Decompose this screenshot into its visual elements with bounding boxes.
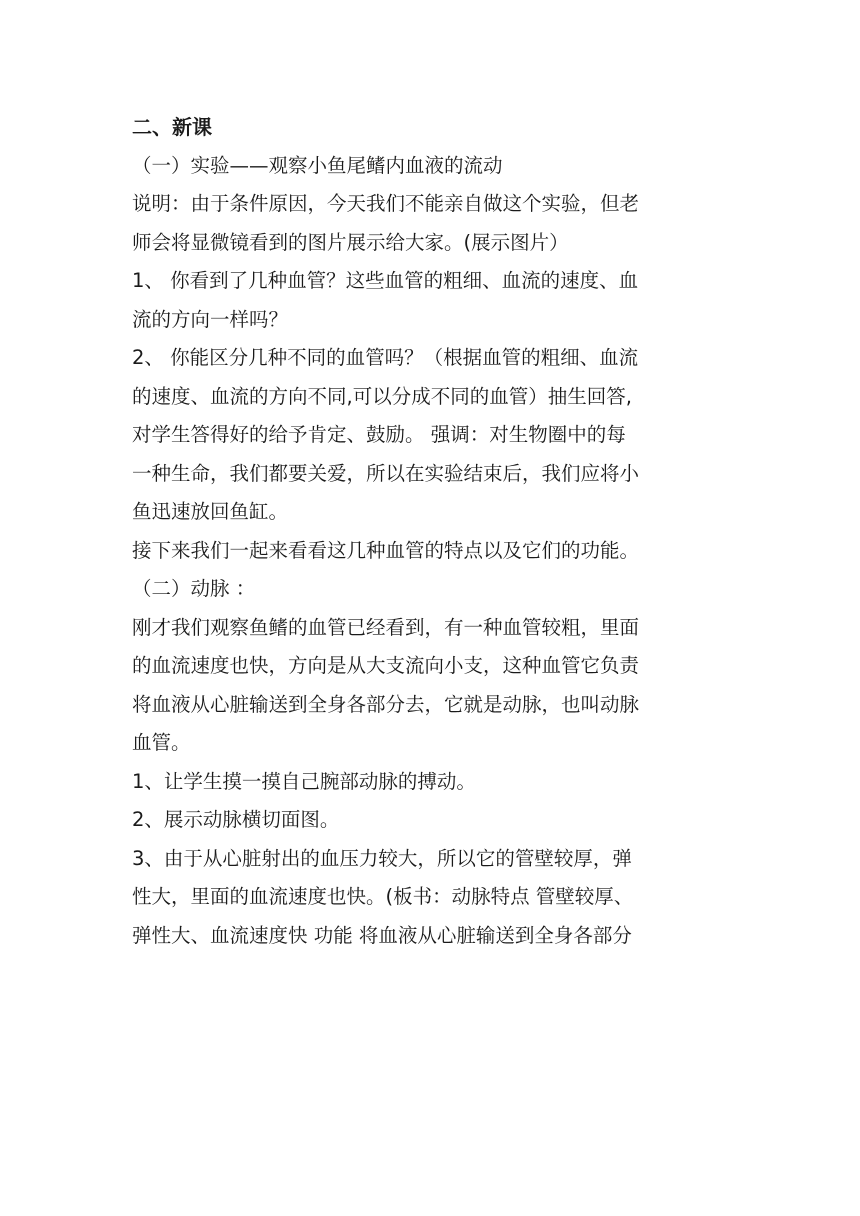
subsection-title-artery: （二）动脉 ： [132,577,256,600]
question-2-line: 对学生答得好的给予肯定、鼓励。 强调：对生物圈中的每 [132,423,626,446]
paragraph-line: 说明：由于条件原因，今天我们不能亲自做这个实验，但老 [132,192,640,215]
question-2-line: 一种生命，我们都要关爱，所以在实验结束后，我们应将小 [132,461,640,485]
question-2-line: 鱼迅速放回鱼缸。 [132,500,289,523]
paragraph-line: 师会将显微镜看到的图片展示给大家。(展示图片） [132,230,569,254]
subsection-title-experiment: （一）实验——观察小鱼尾鳍内血液的流动 [132,153,503,177]
paragraph-line: 的血流速度也快，方向是从大支流向小支，这种血管它负责 [132,654,640,677]
paragraph-line: 刚才我们观察鱼鳍的血管已经看到，有一种血管较粗，里面 [132,615,640,639]
list-item: 3、由于从心脏射出的血压力较大，所以它的管壁较厚，弹 [132,846,632,870]
section-heading: 二、新课 [132,115,212,139]
question-2-line: 2、 你能区分几种不同的血管吗？（根据血管的粗细、血流 [132,346,639,369]
list-item: 1、让学生摸一摸自己腕部动脉的搏动。 [132,769,476,793]
list-item: 2、展示动脉横切面图。 [132,808,340,831]
paragraph-line: 血管。 [132,731,191,754]
paragraph-line: 接下来我们一起来看看这几种血管的特点以及它们的功能。 [132,538,640,562]
question-1-line: 流的方向一样吗？ [132,307,289,331]
question-1-line: 1、 你看到了几种血管？这些血管的粗细、血流的速度、血 [132,269,639,292]
document-page [132,108,732,955]
list-item: 弹性大、血流速度快 功能 将血液从心脏输送到全身各部分 [132,923,632,947]
list-item: 性大，里面的血流速度也快。(板书：动脉特点 管壁较厚、 [132,885,634,908]
paragraph-line: 将血液从心脏输送到全身各部分去，它就是动脉，也叫动脉 [132,692,640,716]
question-2-line: 的速度、血流的方向不同,可以分成不同的血管）抽生回答, [132,384,632,408]
